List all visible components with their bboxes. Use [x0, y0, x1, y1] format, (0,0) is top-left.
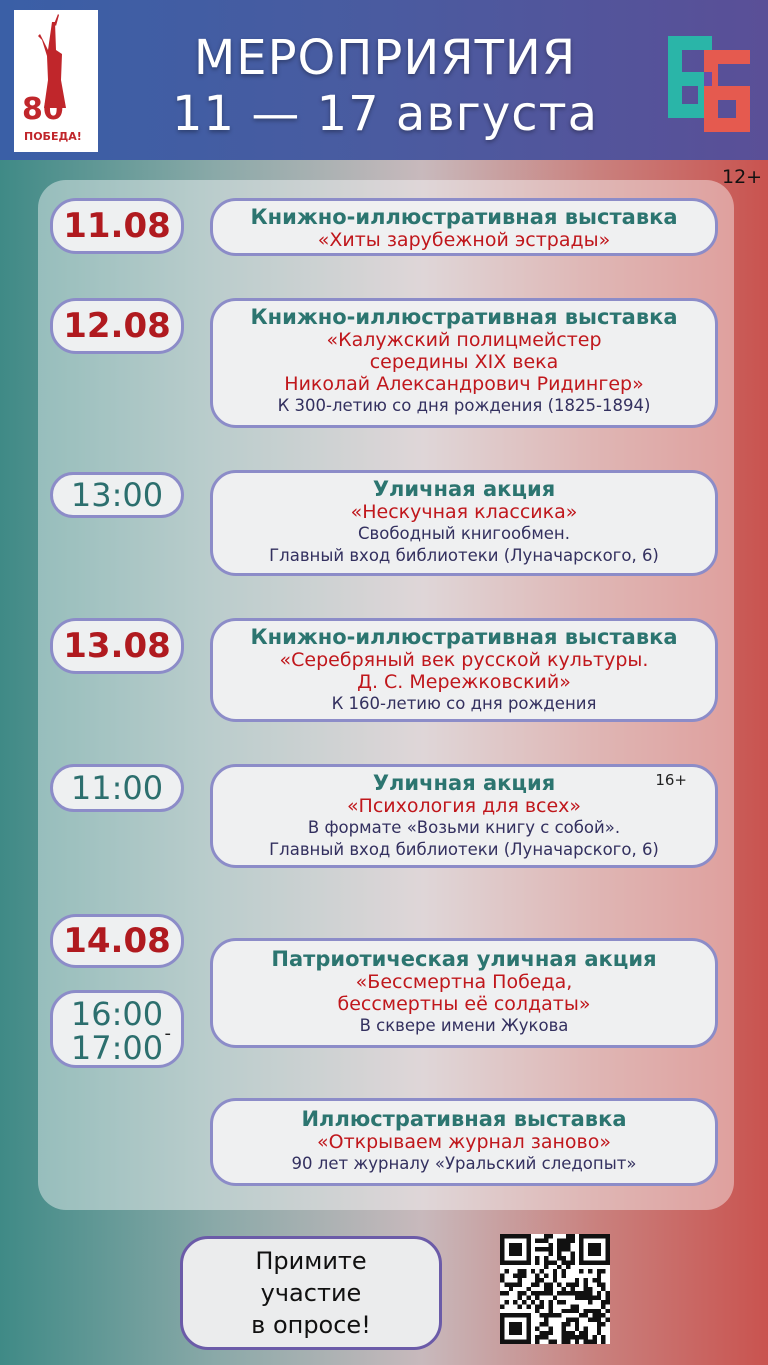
event-title: Книжно-иллюстративная выставка [250, 625, 678, 649]
event-name-line: «Бессмертна Победа, [355, 971, 573, 993]
survey-button[interactable] [180, 1236, 442, 1350]
event-card-2 [210, 298, 718, 428]
event-card-7 [210, 1098, 718, 1186]
event-card-5 [210, 764, 718, 868]
date-pill-11-08: 11.08 [50, 198, 184, 254]
time-pill-16-17 [50, 990, 184, 1068]
event-name: «Нескучная классика» [350, 501, 578, 523]
page-title: МЕРОПРИЯТИЯ [193, 30, 577, 86]
date-pill-13-08: 13.08 [50, 618, 184, 674]
event-description: К 300-летию со дня рождения (1825-1894) [277, 396, 651, 415]
event-name-line: «Серебряный век русской культуры. [279, 649, 649, 671]
event-description: К 160-летию со дня рождения [331, 694, 597, 713]
time-range-dash: - [164, 1023, 171, 1044]
event-card-4 [210, 618, 718, 722]
event-description: 90 лет журналу «Уральский следопыт» [291, 1154, 637, 1173]
time-end: 17:00 [70, 1029, 164, 1067]
event-name-line: Николай Александрович Ридингер» [284, 373, 644, 395]
age-rating-16: 16+ [655, 771, 687, 789]
event-card-3 [210, 470, 718, 576]
age-rating-badge: 12+ [722, 166, 763, 188]
event-title: Патриотическая уличная акция [271, 947, 657, 971]
library-bb-logo-icon [668, 36, 750, 132]
header-banner [0, 0, 768, 160]
page-subtitle-dates: 11 — 17 августа [171, 86, 599, 142]
event-name: «Хиты зарубежной эстрады» [317, 229, 611, 251]
event-title: Книжно-иллюстративная выставка [250, 205, 678, 229]
time-pill-11-00: 11:00 [50, 764, 184, 812]
event-card-6 [210, 938, 718, 1048]
event-name: «Открываем журнал заново» [317, 1131, 611, 1153]
event-name-line: «Калужский полицмейстер [326, 329, 602, 351]
event-name: «Психология для всех» [346, 795, 582, 817]
event-title: Уличная акция [372, 477, 556, 501]
time-start: 16:00 [70, 995, 164, 1033]
event-title: Уличная акция [372, 771, 556, 795]
survey-line: Примите [255, 1247, 367, 1275]
event-name-line: бессмертны её солдаты» [337, 993, 591, 1015]
victory-80-logo [14, 10, 98, 152]
event-card-1 [210, 198, 718, 256]
event-description: Главный вход библиотеки (Луначарского, 6) [269, 840, 659, 859]
event-description: Главный вход библиотеки (Луначарского, 6) [269, 546, 659, 565]
event-description: В сквере имени Жукова [359, 1016, 569, 1035]
event-name-line: Д. С. Мережковский» [357, 671, 571, 693]
event-title: Иллюстративная выставка [301, 1107, 627, 1131]
qr-code-icon[interactable] [500, 1234, 610, 1344]
date-pill-14-08: 14.08 [50, 914, 184, 968]
survey-line: в опросе! [251, 1311, 371, 1339]
event-description: В формате «Возьми книгу с собой». [307, 818, 621, 837]
time-pill-13-00: 13:00 [50, 472, 184, 518]
event-title: Книжно-иллюстративная выставка [250, 305, 678, 329]
date-pill-12-08: 12.08 [50, 298, 184, 354]
logo-80-text: 80 [22, 92, 64, 127]
event-name-line: середины XIX века [369, 351, 559, 373]
logo-victory-text: ПОБЕДА! [24, 130, 82, 143]
survey-line: участие [260, 1279, 362, 1307]
event-description: Свободный книгообмен. [358, 524, 570, 543]
